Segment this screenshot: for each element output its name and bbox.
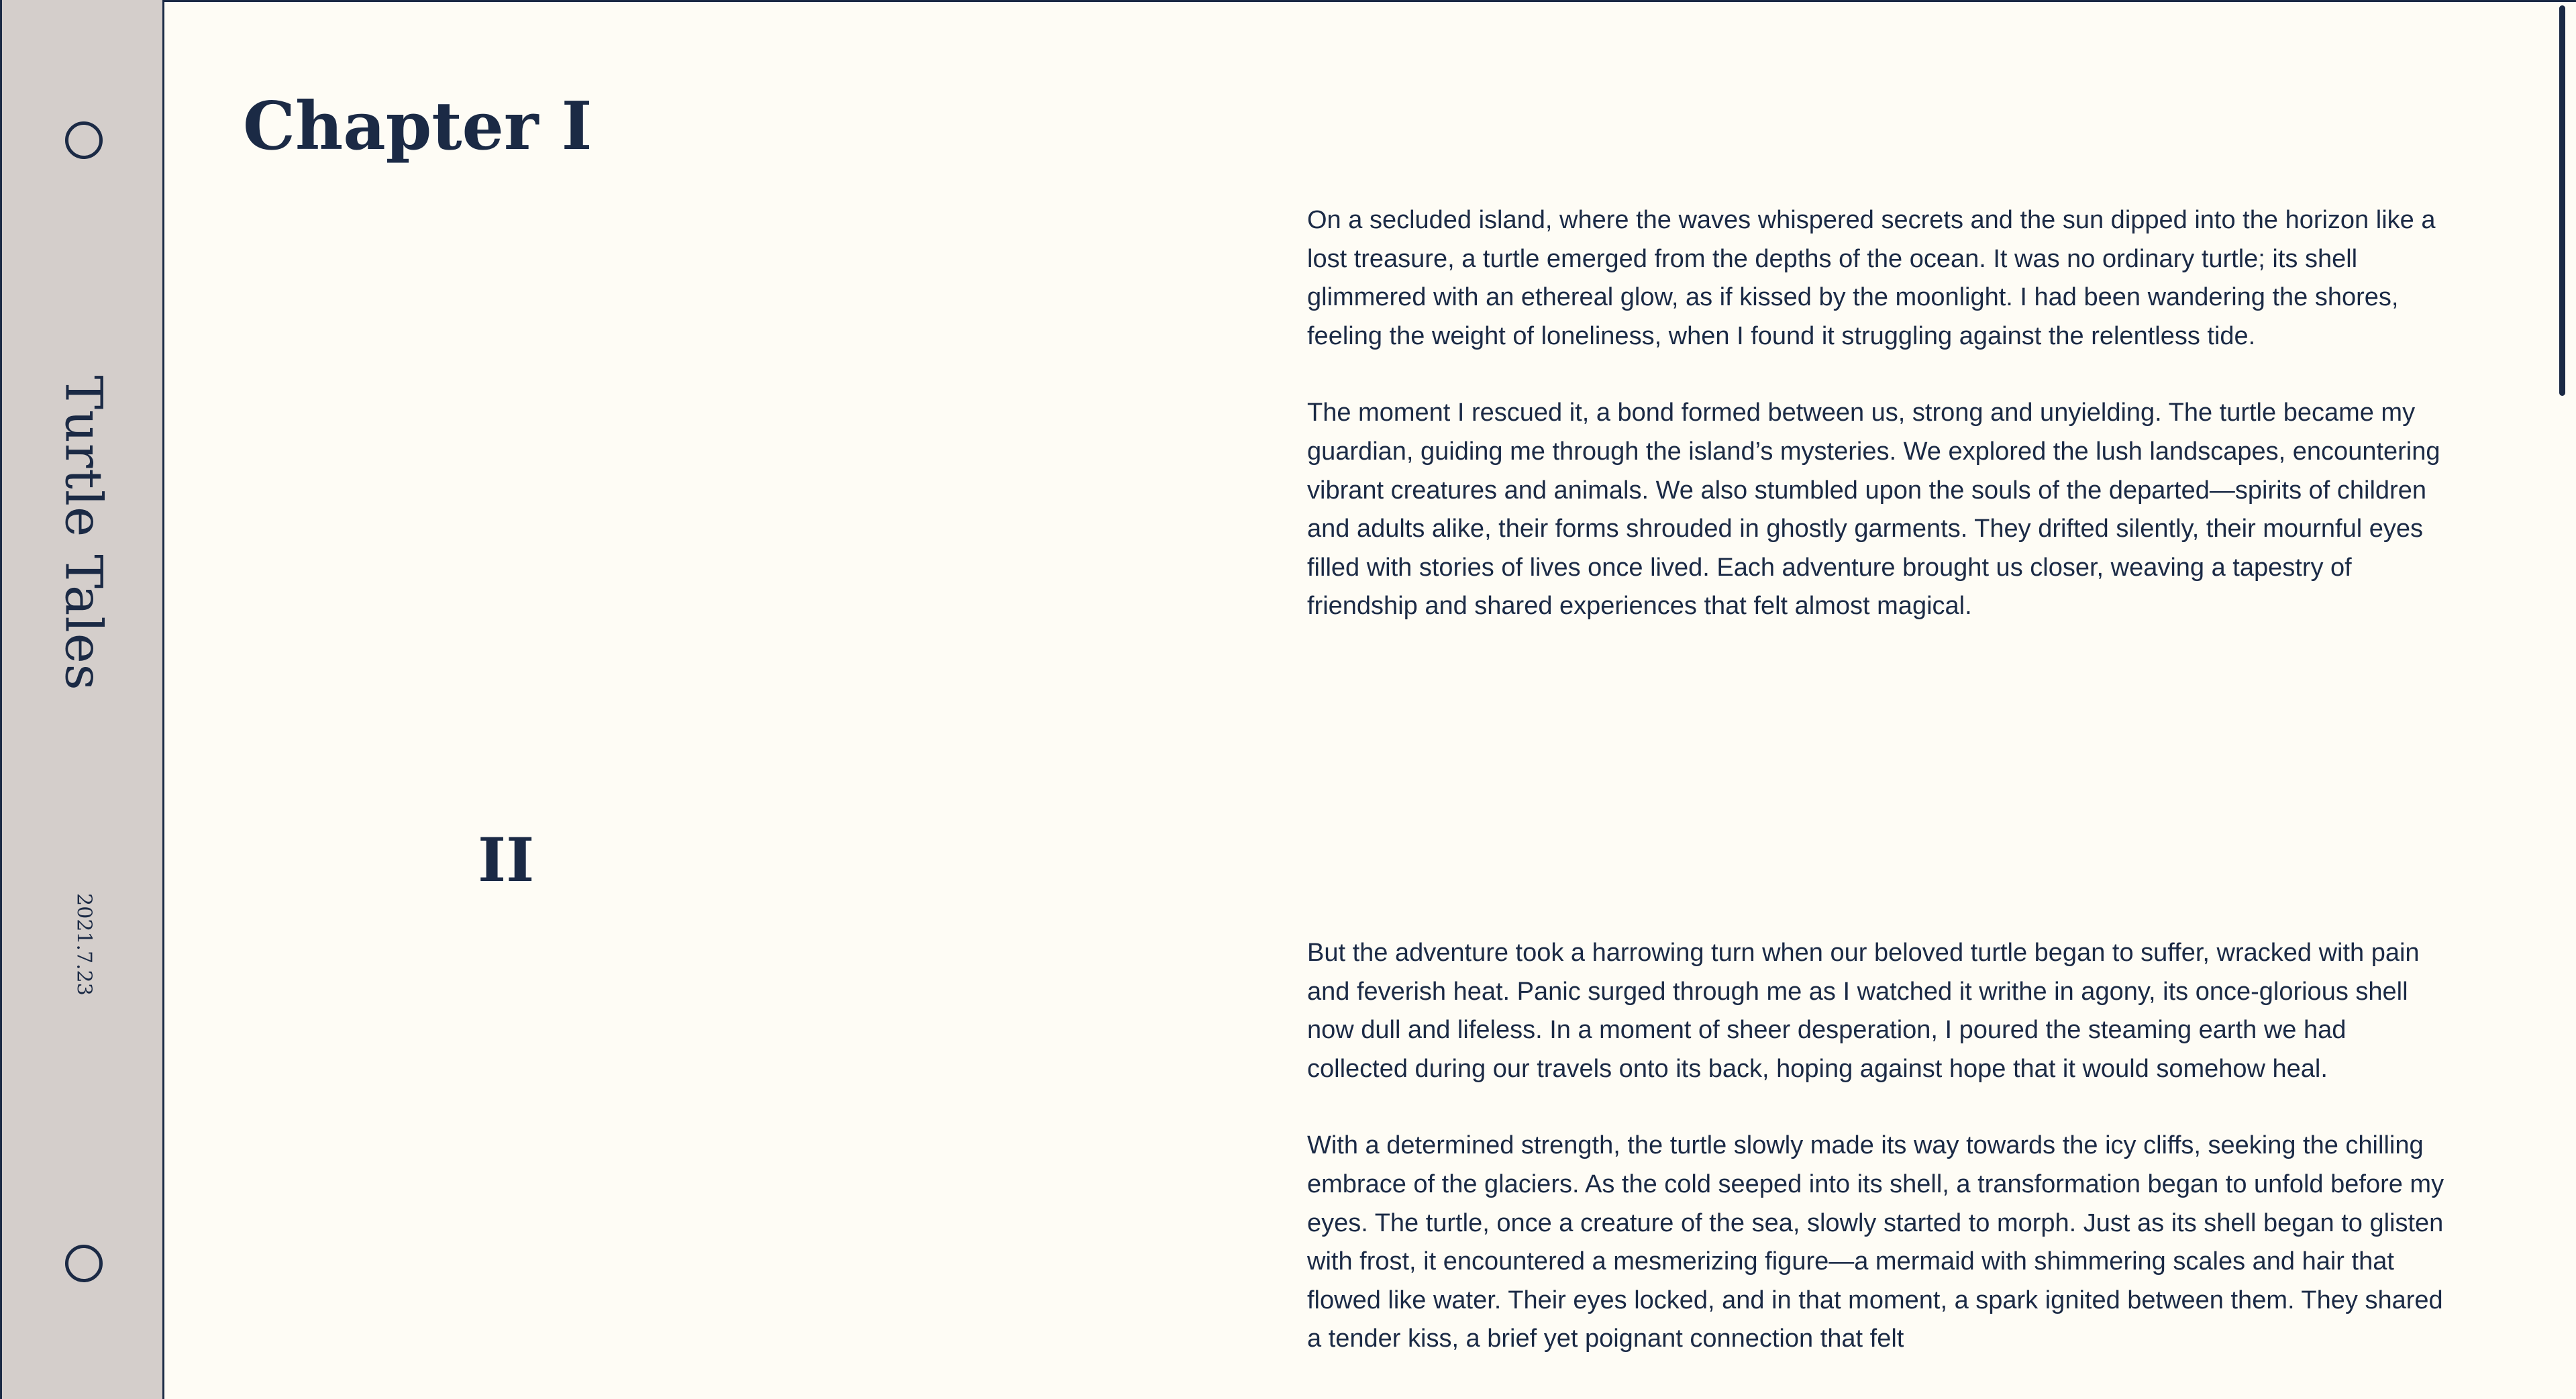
chapter-title: Chapter I [243, 88, 593, 165]
paragraph: The moment I rescued it, a bond formed between us, strong and unyielding. The turtle became my guardian, guiding me through the island’s mysteries. We explored the lush landscapes, encountering vibrant creatures and animals. We also stumbled upon the souls of the departed—spirits of children and adults alike, their forms shrouded in ghostly garments. They drifted silently, their mournful eyes filled with stories of lives once lived. Each adventure brought us closer, weaving a tapestry of friendship and shared experiences that felt almost magical. [1307, 399, 2440, 621]
paragraph: With a determined strength, the turtle slowly made its way towards the icy cliffs, seeking the chilling embrace of the glaciers. As the cold seeped into its shell, a transformation began to unfold before my eyes. The turtle, once a creature of the sea, slowly started to morph. Just as its shell began to glisten with frost, it encountered a mesmerizing figure—a mermaid with shimmering scales and hair that flowed like water. Their eyes locked, and in that moment, a spark ignited between them. They shared a tender kiss, a brief yet poignant connection that felt [1307, 1131, 2444, 1353]
scrollbar[interactable] [2559, 0, 2567, 1399]
paragraph: But the adventure took a harrowing turn when our beloved turtle began to suffer, wracked with pain and feverish heat. Panic surged through me as I watched it writhe in agony, its once-glorious shell now dull and lifeless. In a moment of sheer desperation, I poured the steaming earth we had collected during our travels onto its back, hoping against hope that it would somehow heal. [1307, 939, 2420, 1083]
paragraph: On a secluded island, where the waves whispered secrets and the sun dipped into the horizon like a lost treasure, a turtle emerged from the depths of the ocean. It was no ordinary turtle; its shell glimmered with an ethereal glow, as if kissed by the moonlight. I had been wandering the shores, feeling the weight of loneliness, when I found it struggling against the relentless tide. [1307, 206, 2436, 350]
scrollbar-thumb[interactable] [2559, 5, 2565, 396]
section-2 [1307, 934, 2448, 1397]
top-border [164, 0, 2576, 2]
sidebar [0, 0, 164, 1399]
ring-bottom-icon [65, 1245, 103, 1282]
ring-top-icon [65, 121, 103, 159]
sidebar-title: Turtle Tales [54, 375, 114, 691]
sidebar-date: 2021.7.23 [72, 893, 96, 996]
section-numeral: II [478, 825, 535, 896]
section-1 [1307, 201, 2448, 664]
